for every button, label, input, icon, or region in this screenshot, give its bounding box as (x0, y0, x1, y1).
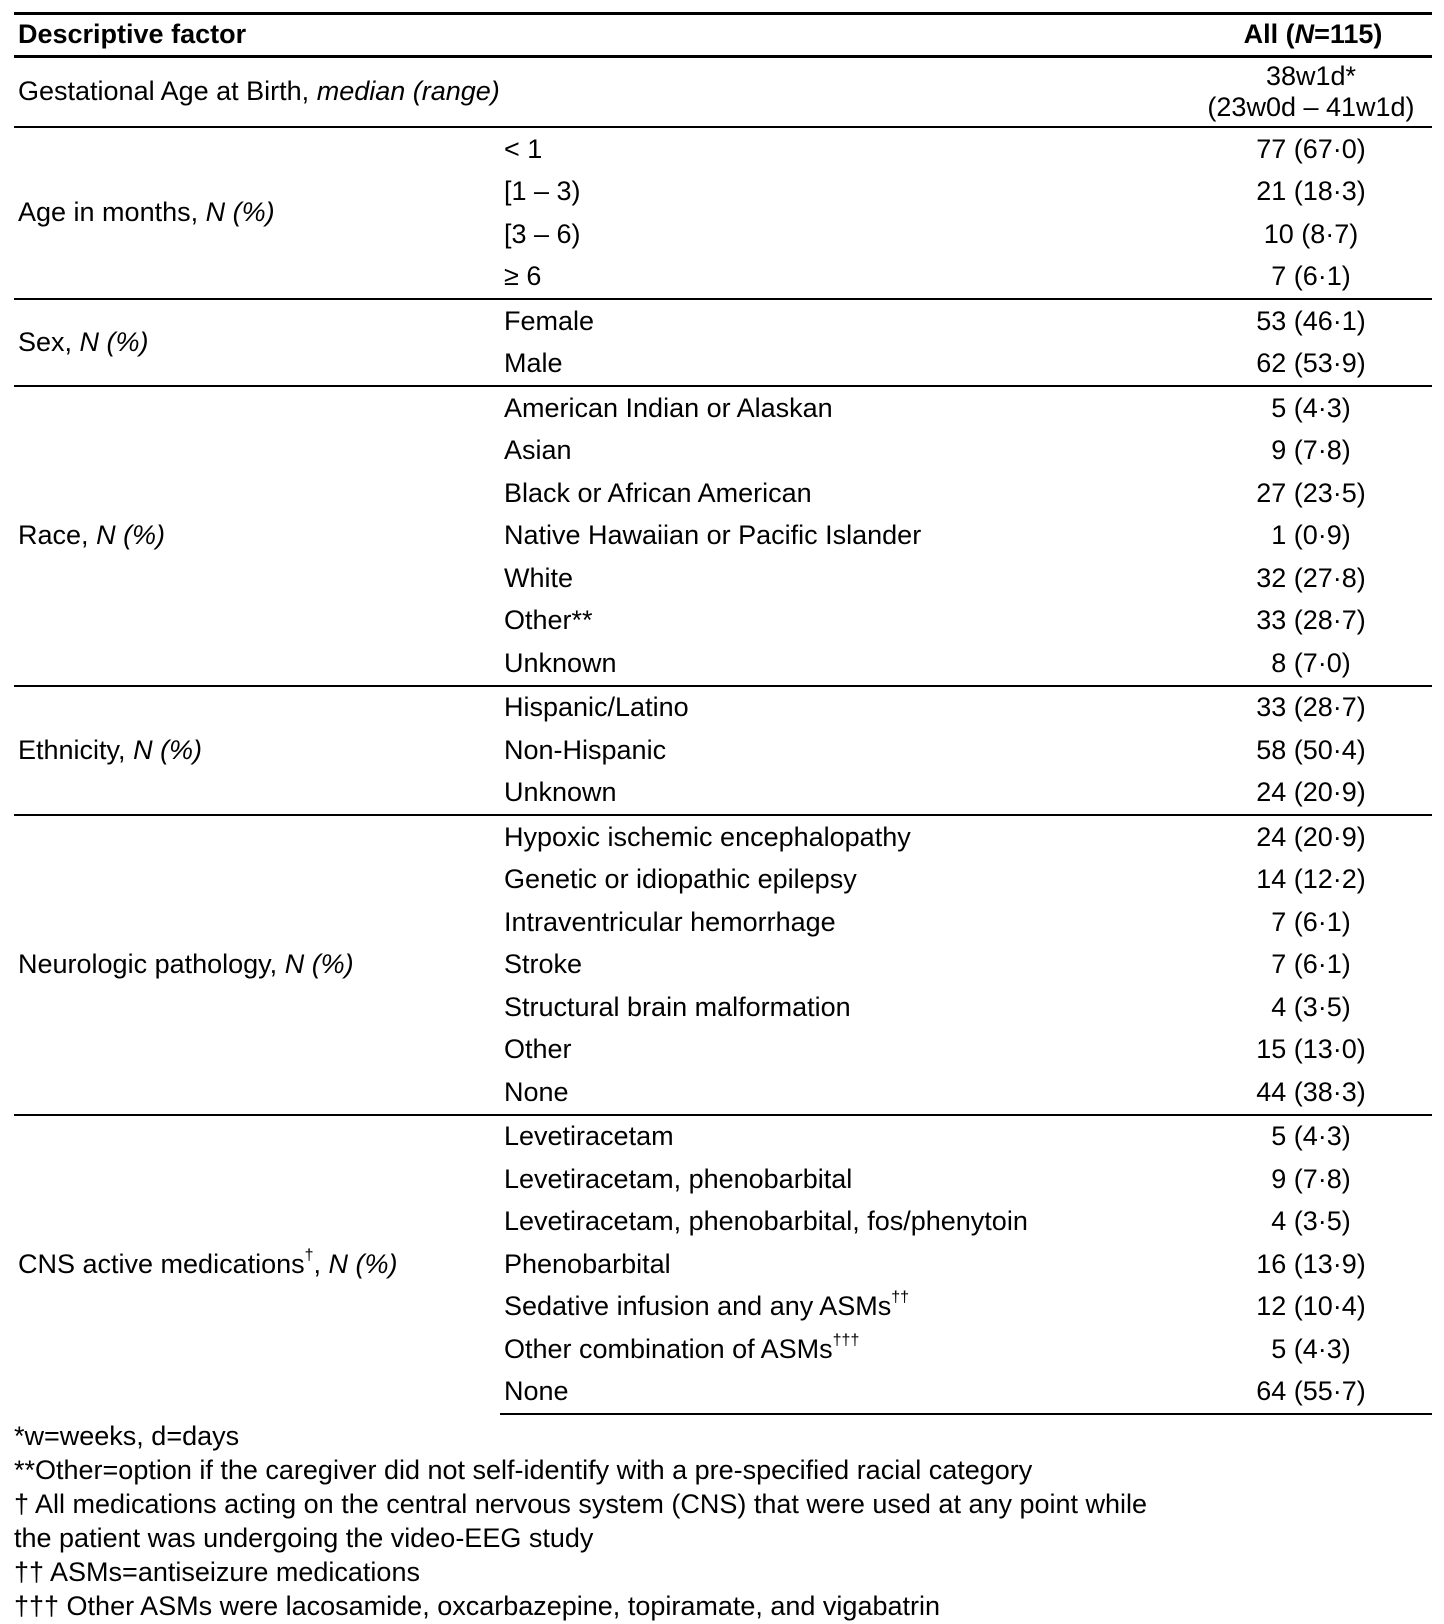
row-category-text: Non-Hispanic (504, 734, 667, 765)
row-category-text: Hypoxic ischemic encephalopathy (504, 821, 911, 852)
row-value: 7 (6·1) (1271, 261, 1351, 292)
row-category (500, 1029, 1190, 1072)
group-label-italic: N (%) (133, 734, 203, 765)
row-value: 9 (7·8) (1271, 435, 1351, 466)
row-category-text: American Indian or Alaskan (504, 392, 833, 423)
row-category (500, 859, 1190, 902)
row-category (500, 1201, 1190, 1244)
row-value: 5 (4·3) (1271, 1333, 1351, 1364)
row-value: 33 (28·7) (1256, 605, 1366, 636)
row-value: 27 (23·5) (1256, 477, 1366, 508)
row-value: 53 (46·1) (1190, 299, 1432, 343)
row-category (500, 729, 1190, 772)
table-header (14, 14, 1432, 57)
row-category-text: [1 – 3) (504, 176, 581, 207)
row-value: 62 (53·9) (1256, 348, 1366, 379)
row-category-text: Other** (504, 605, 593, 636)
row-category (500, 1328, 1190, 1371)
header-descriptive-factor: Descriptive factor (14, 14, 1190, 57)
group-label-text: CNS active medications (18, 1249, 305, 1280)
row-category-text: Female (504, 305, 595, 336)
row-category-text: Levetiracetam (504, 1121, 674, 1152)
group-label (14, 815, 500, 1115)
row-category-text: Unknown (504, 647, 617, 678)
gestational-label-text: Gestational Age at Birth, (18, 76, 310, 107)
row-category (500, 557, 1190, 600)
row-category (500, 1071, 1190, 1115)
row-category (500, 515, 1190, 558)
row-category-text: White (504, 562, 574, 593)
row-category (500, 1371, 1190, 1415)
row-value: 8 (7·0) (1271, 647, 1351, 678)
row-category-text: Native Hawaiian or Pacific Islander (504, 520, 922, 551)
footnote-line: ††† Other ASMs were lacosamide, oxcarbazepine, topiramate, and vigabatrin (14, 1591, 941, 1621)
row-category (500, 686, 1190, 730)
row-category-text: Hispanic/Latino (504, 692, 689, 723)
row-category (500, 1286, 1190, 1329)
row-category-text: Other combination of ASMs (504, 1333, 833, 1364)
row-category-text: [3 – 6) (504, 218, 581, 249)
table-row (14, 299, 1432, 343)
row-value: 77 (67·0) (1190, 127, 1432, 171)
row-category-text: Levetiracetam, phenobarbital, fos/phenytoin (504, 1206, 1028, 1237)
group-label-text: Sex, (18, 326, 73, 357)
row-category (500, 256, 1190, 300)
row-value: 4 (3·5) (1271, 1206, 1351, 1237)
row-value: 9 (7·8) (1271, 1163, 1351, 1194)
group-label (14, 127, 500, 299)
row-category (500, 299, 1190, 343)
header-all-n: N (1294, 19, 1315, 50)
footnote-line: †† ASMs=antiseizure medications (14, 1557, 420, 1587)
footnote-line: **Other=option if the caregiver did not self-identify with a pre-specified racial category (14, 1455, 1033, 1485)
row-category-text: Stroke (504, 949, 583, 980)
row-category-sup: †† (891, 1289, 910, 1307)
row-category (500, 213, 1190, 256)
group-label-italic: N (%) (205, 197, 275, 228)
row-value: 58 (50·4) (1256, 734, 1366, 765)
group-label-text: Age in months, (18, 197, 199, 228)
descriptive-table (14, 12, 1432, 1415)
row-category-text: Intraventricular hemorrhage (504, 906, 836, 937)
footnotes (14, 1419, 1432, 1623)
row-category-text: Asian (504, 435, 572, 466)
row-category-text: Structural brain malformation (504, 991, 851, 1022)
row-category-text: ≥ 6 (504, 261, 542, 292)
row-category-text: Black or African American (504, 477, 812, 508)
table-body (14, 57, 1432, 1415)
row-value: 14 (12·2) (1256, 864, 1366, 895)
row-category-text: Sedative infusion and any ASMs (504, 1291, 892, 1322)
row-category-text: Phenobarbital (504, 1248, 671, 1279)
group-label: CNS active medications†, N (%) (14, 1115, 500, 1415)
row-category-sup: ††† (832, 1331, 860, 1349)
group-label (14, 299, 500, 386)
row-value: 15 (13·0) (1256, 1034, 1366, 1065)
row-value: 7 (6·1) (1271, 949, 1351, 980)
row-value: 1 (0·9) (1271, 520, 1351, 551)
row-category (500, 986, 1190, 1029)
row-value: 24 (20·9) (1190, 815, 1432, 859)
row-category (500, 772, 1190, 816)
gestational-age-label (14, 57, 1190, 128)
table-row (14, 386, 1432, 430)
group-label (14, 386, 500, 686)
row-category-text: None (504, 1376, 569, 1407)
gestational-label-italic: median (range) (316, 76, 500, 107)
header-all (1190, 14, 1432, 57)
row-category (500, 472, 1190, 515)
gestational-age-value (1190, 57, 1432, 128)
group-label-italic: N (%) (79, 326, 149, 357)
row-category (500, 430, 1190, 473)
group-label-text: Neurologic pathology, (18, 949, 278, 980)
group-label-text: Ethnicity, (18, 734, 126, 765)
group-label-italic: N (%) (284, 949, 354, 980)
footnote-line: † All medications acting on the central nervous system (CNS) that were used at any point while (14, 1489, 1148, 1519)
row-value: 44 (38·3) (1256, 1076, 1366, 1107)
row-category-text: Levetiracetam, phenobarbital (504, 1163, 853, 1194)
header-all-suffix: =115) (1314, 19, 1383, 50)
row-category (500, 386, 1190, 430)
document (14, 12, 1432, 1623)
row-category-text: None (504, 1076, 569, 1107)
row-value: 32 (27·8) (1256, 562, 1366, 593)
row-category (500, 815, 1190, 859)
row-category (500, 127, 1190, 171)
group-label-italic: N (%) (328, 1249, 398, 1280)
row-category (500, 343, 1190, 387)
row-value: 24 (20·9) (1256, 777, 1366, 808)
row-category (500, 1243, 1190, 1286)
row-value: 33 (28·7) (1190, 686, 1432, 730)
row-category (500, 944, 1190, 987)
group-label-text: Race, (18, 520, 89, 551)
row-value: 5 (4·3) (1190, 386, 1432, 430)
table-row (14, 815, 1432, 859)
group-label-sup: † (304, 1247, 314, 1265)
gestational-value-line2: (23w0d – 41w1d) (1207, 92, 1415, 122)
row-value: 64 (55·7) (1190, 1371, 1432, 1415)
row-value: 7 (6·1) (1271, 906, 1351, 937)
row-category (500, 1115, 1190, 1159)
footnote-line: the patient was undergoing the video-EEG study (14, 1523, 594, 1553)
row-value: 10 (8·7) (1263, 218, 1359, 249)
row-value: 4 (3·5) (1271, 991, 1351, 1022)
row-category (500, 642, 1190, 686)
row-category-text: < 1 (504, 133, 543, 164)
group-label (14, 686, 500, 816)
gestational-value-line1: 38w1d* (1265, 60, 1357, 91)
row-category (500, 171, 1190, 214)
group-label-italic: N (%) (96, 520, 166, 551)
footnote-line: *w=weeks, d=days (14, 1421, 240, 1451)
row-value: 21 (18·3) (1256, 176, 1366, 207)
row-value: 16 (13·9) (1256, 1248, 1366, 1279)
row-category-text: Genetic or idiopathic epilepsy (504, 864, 857, 895)
row-category (500, 600, 1190, 643)
row-value: 5 (4·3) (1190, 1115, 1432, 1159)
table-row (14, 127, 1432, 171)
row-category (500, 901, 1190, 944)
table-row (14, 686, 1432, 730)
row-value: 12 (10·4) (1256, 1291, 1366, 1322)
gestational-age-row (14, 57, 1432, 128)
row-category-text: Unknown (504, 777, 617, 808)
header-all-prefix: All ( (1243, 19, 1295, 50)
row-category (500, 1158, 1190, 1201)
row-category-text: Other (504, 1034, 572, 1065)
row-category-text: Male (504, 348, 563, 379)
table-row (14, 1115, 1432, 1159)
